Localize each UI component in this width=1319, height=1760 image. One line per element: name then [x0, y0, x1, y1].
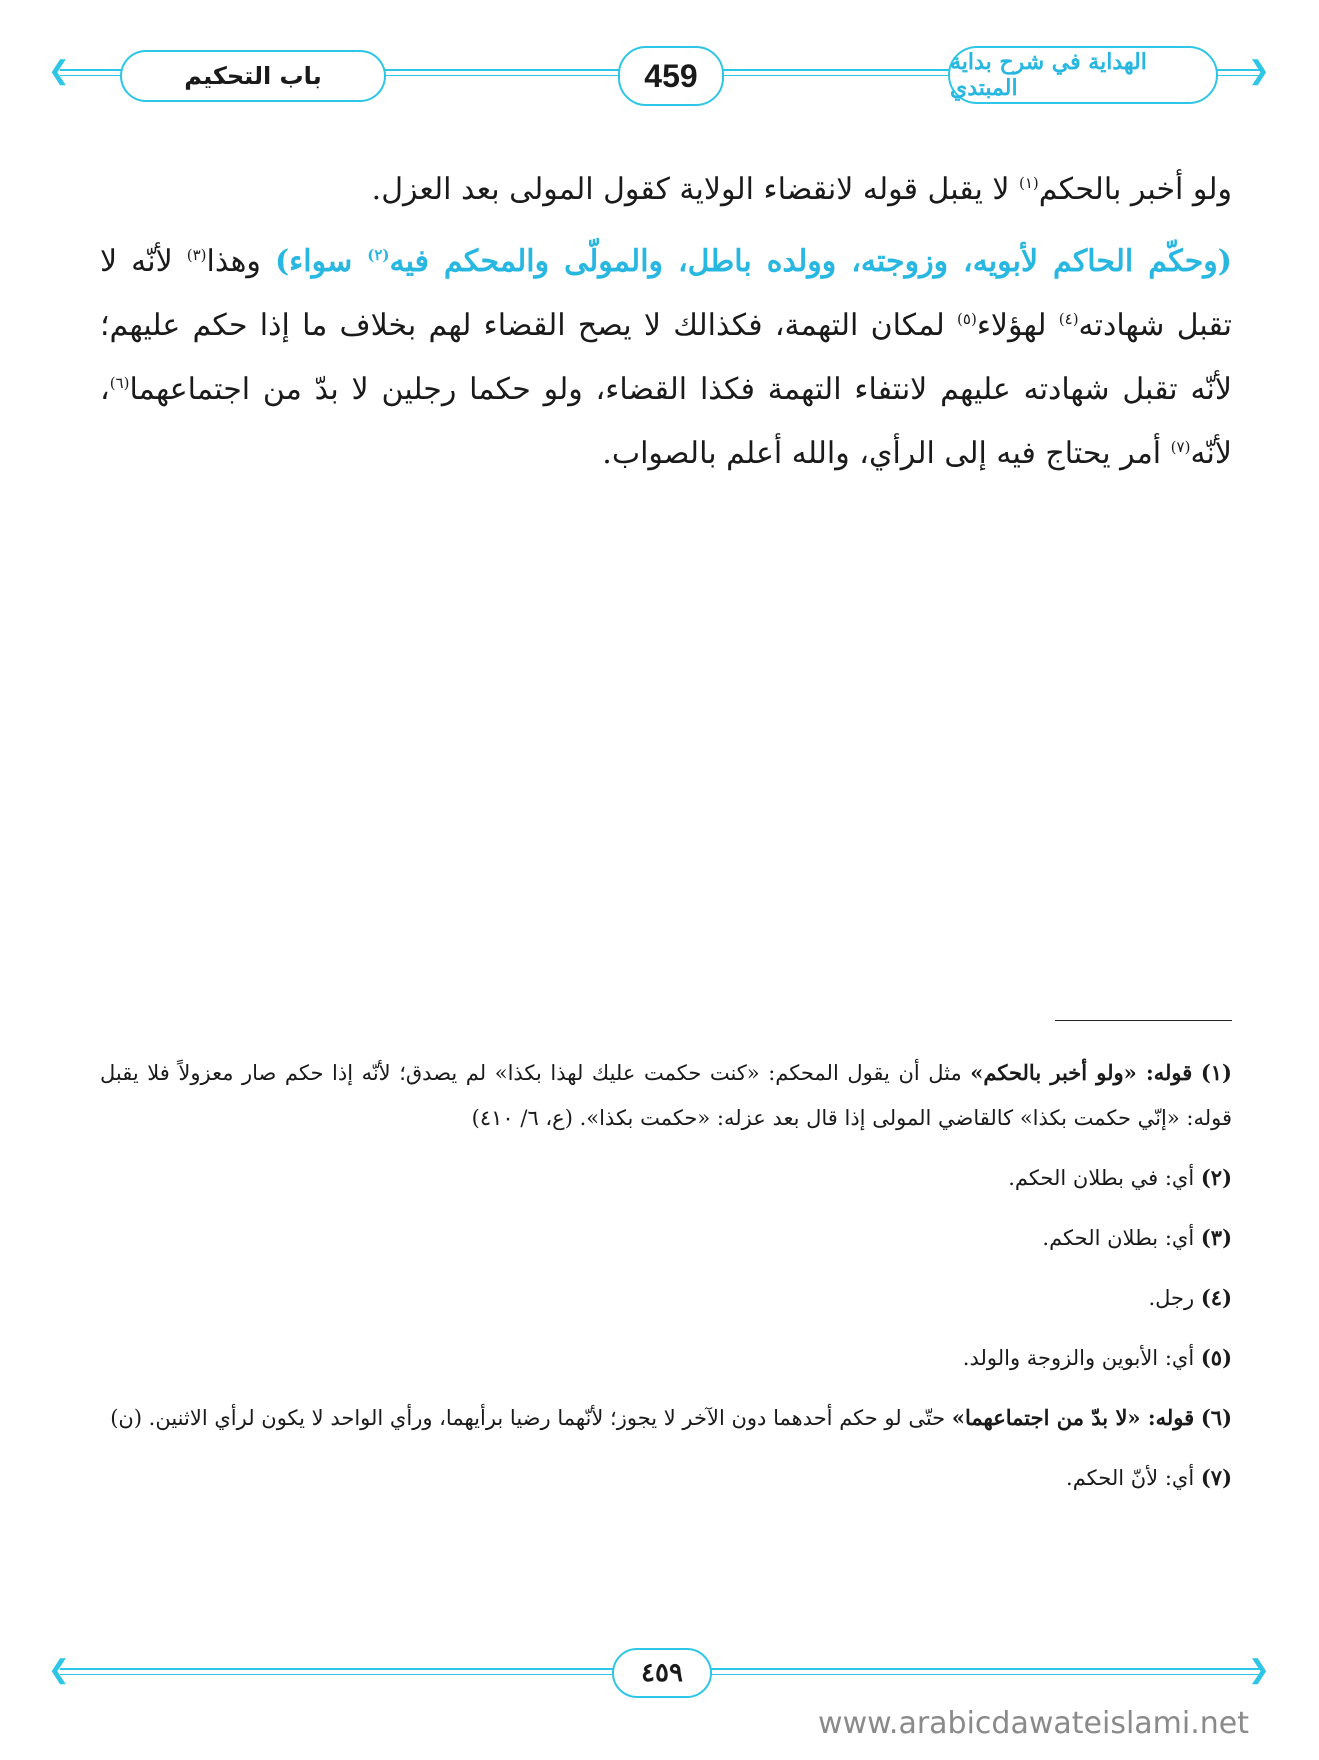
chapter-title-box: [120, 50, 386, 102]
footnote-item: [100, 1335, 1232, 1381]
page-number-box: [618, 46, 724, 106]
footnote-lemma: قوله: «ولو أخبر بالحكم»: [970, 1060, 1193, 1085]
book-title: الهداية في شرح بداية المبتدي: [950, 49, 1147, 101]
matn-quote: (وحكّم الحاكم لأبويه، وزوجته، وولده باطل، والمولّى والمحكم فيه: [389, 244, 1232, 279]
footnote-lemma: قوله: «لا بدّ من اجتماعهما»: [951, 1405, 1195, 1430]
matn-quote-end: سواء): [274, 244, 368, 279]
footnote-ref-7: (٧): [1170, 438, 1191, 456]
paragraph-2: [100, 230, 1232, 486]
para2-text-6: أمر يحتاج فيه إلى الرأي، والله أعلم بالصواب.: [602, 436, 1171, 471]
footnote-text: مثل أن يقول المحكم: «كنت حكمت عليك لهذا بكذا» لم يصدق؛ لأنّه إذا حكم صار معزولاً فلا يقبل قوله: «إنّي حكمت بكذا» كالقاضي المولى إذا قال بعد عزله: «حكمت بكذا». (ع، ٦/ ٤١٠): [100, 1061, 1232, 1130]
footnote-text: أي: بطلان الحكم.: [1042, 1226, 1201, 1250]
para2-text-2: لأنّه لا تقبل شهادته: [100, 244, 1232, 343]
footnote-text: أي: الأبوين والزوجة والولد.: [962, 1346, 1201, 1370]
para2-text-1: وهذا: [206, 244, 275, 279]
footer-right-ornament-icon: ❯: [1248, 1655, 1270, 1685]
footnote-item: [100, 1050, 1232, 1141]
book-title-box: [948, 46, 1218, 104]
footnote-ref-4: (٤): [1058, 310, 1079, 328]
footnote-ref-5: (٥): [957, 310, 977, 328]
website-url: www.arabicdawateislami.net: [818, 1706, 1249, 1741]
footnote-item: [100, 1455, 1232, 1501]
para1-text: ولو أخبر بالحكم: [1038, 172, 1232, 207]
footnote-number: (٧): [1200, 1465, 1232, 1490]
para2-text-4: لمكان التهمة، فكذالك لا يصح القضاء لهم بخلاف ما إذا حكم عليهم؛ لأنّه تقبل شهادته عليهم لانتفاء التهمة فكذا القضاء، ولو حكما رجلين لا بدّ من اجتماعهما: [100, 308, 1232, 407]
footnote-number: (٤): [1200, 1285, 1232, 1310]
page-number: 459: [644, 57, 698, 94]
main-text: [100, 158, 1232, 486]
footnote-ref-1: (١): [1019, 174, 1039, 192]
footnote-number: (١): [1200, 1060, 1232, 1085]
para1-text-cont: لا يقبل قوله لانقضاء الولاية كقول المولى بعد العزل.: [371, 172, 1019, 207]
footnote-item: [100, 1275, 1232, 1321]
footnote-ref-6: (٦): [109, 374, 130, 392]
footnote-item: [100, 1155, 1232, 1201]
chapter-title: باب التحكيم: [184, 62, 322, 90]
footer-page-number-box: [612, 1648, 712, 1698]
footer-page-number: ٤٥٩: [641, 1658, 683, 1688]
footnote-item: [100, 1215, 1232, 1261]
footnote-number: (٣): [1200, 1225, 1232, 1250]
para2-text-3: لهؤلاء: [976, 308, 1059, 343]
footnote-number: (٥): [1200, 1345, 1232, 1370]
footnote-ref-2: (٢): [367, 246, 390, 264]
footnote-text: أي: في بطلان الحكم.: [1008, 1166, 1201, 1190]
footnote-text: حتّى لو حكم أحدهما دون الآخر لا يجوز؛ لأنّهما رضيا برأيهما، ورأي الواحد لا يكون لرأي الاثنين. (ن): [110, 1406, 952, 1430]
para2-text-5: ، لأنّه: [100, 372, 1232, 471]
header-left-ornament-icon: ❮: [48, 56, 70, 86]
footnote-number: (٢): [1200, 1165, 1232, 1190]
footnote-text: أي: لأنّ الحكم.: [1066, 1466, 1201, 1490]
footnote-ref-3: (٣): [186, 246, 207, 264]
footer-left-ornament-icon: ❮: [48, 1655, 70, 1685]
footnote-text: رجل.: [1148, 1286, 1201, 1310]
footnote-item: [100, 1395, 1232, 1441]
footnote-number: (٦): [1200, 1405, 1232, 1430]
footnote-separator: [1055, 1020, 1232, 1021]
header-right-ornament-icon: ❯: [1248, 56, 1270, 86]
paragraph-1: [100, 158, 1232, 222]
footnotes: [100, 1050, 1232, 1515]
